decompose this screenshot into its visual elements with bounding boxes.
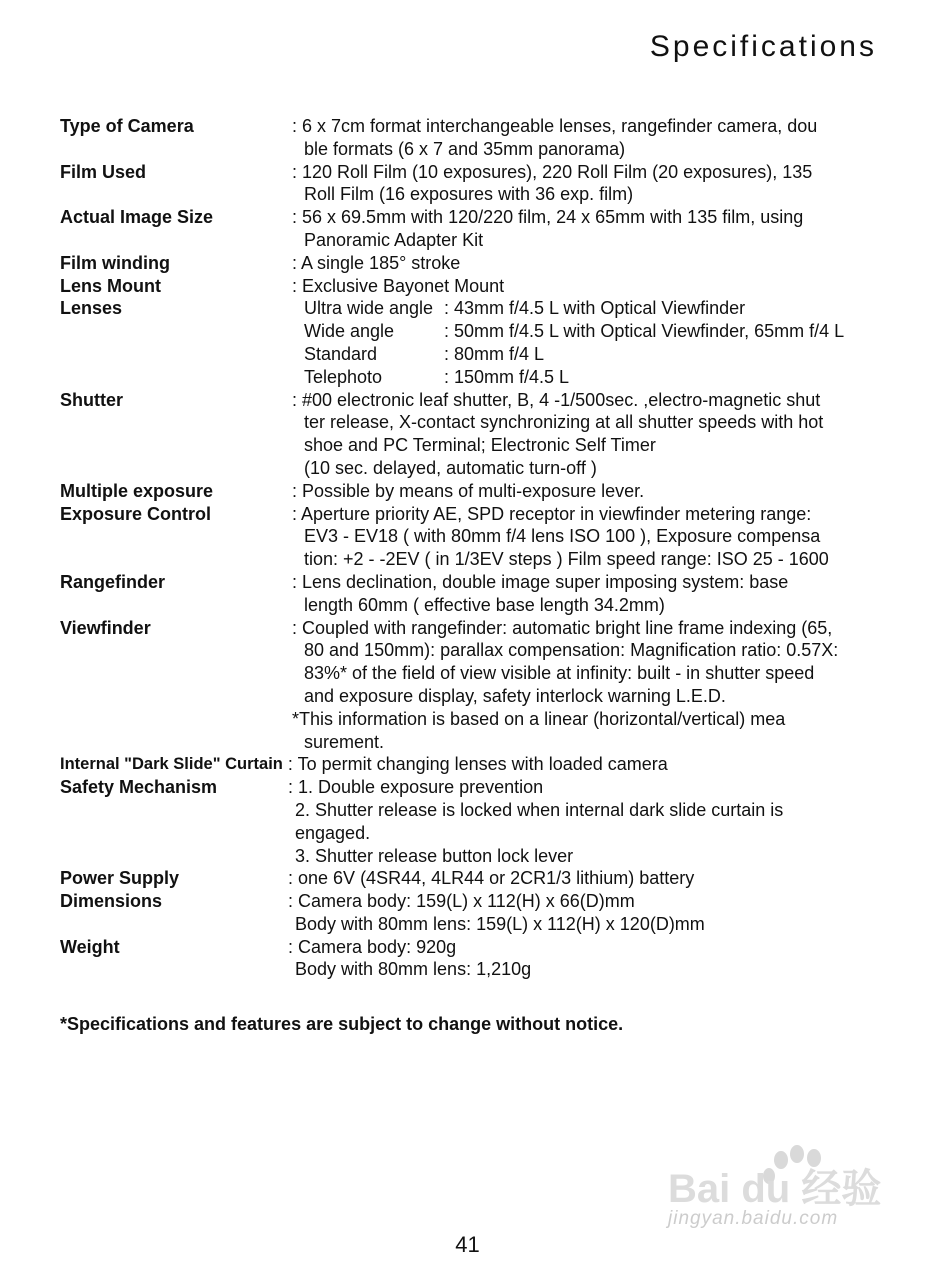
- spec-label: Safety Mechanism: [60, 777, 218, 798]
- spec-value: engaged.: [295, 822, 371, 843]
- spec-label: Multiple exposure: [60, 480, 214, 501]
- spec-value: Roll Film (16 exposures with 36 exp. film): [304, 184, 634, 205]
- watermark-url: jingyan.baidu.com: [668, 1208, 839, 1229]
- spec-value: Camera body: 920g: [298, 936, 457, 957]
- spec-value: Exclusive Bayonet Mount: [302, 275, 505, 296]
- lens-desc: : 50mm f/4.5 L with Optical Viewfinder, 65mm f/4 L: [444, 321, 845, 342]
- spec-value: 83%* of the field of view visible at infinity: built - in shutter speed: [304, 663, 815, 684]
- spec-value: 80 and 150mm): parallax compensation: Magnification ratio: 0.57X:: [304, 640, 839, 661]
- spec-value: Coupled with rangefinder: automatic bright line frame indexing (65,: [302, 617, 833, 638]
- spec-value: 120 Roll Film (10 exposures), 220 Roll Film (20 exposures), 135: [302, 161, 813, 182]
- spec-label: Rangefinder: [60, 571, 166, 592]
- spec-dark-slide: Internal "Dark Slide" Curtain : To permit changing lenses with loaded camera: [60, 754, 668, 775]
- spec-label: Type of Camera: [60, 116, 194, 136]
- lens-desc: : 43mm f/4.5 L with Optical Viewfinder: [444, 298, 746, 319]
- lens-desc: : 150mm f/4.5 L: [444, 366, 570, 387]
- spec-label: Film Used: [60, 161, 147, 182]
- spec-lenses: [60, 297, 880, 388]
- lens-item: [292, 320, 880, 343]
- spec-label: Lenses: [60, 298, 123, 319]
- spec-value: 56 x 69.5mm with 120/220 film, 24 x 65mm with 135 film, using: [302, 207, 804, 228]
- spec-film-winding: Film winding : A single 185° stroke: [60, 252, 461, 273]
- lens-name: Ultra wide angle: [304, 298, 434, 319]
- spec-actual-image-size: Actual Image Size : 56 x 69.5mm with 120/220 film, 24 x 65mm with 135 film, using Panoramic Adapter Kit: [60, 206, 880, 252]
- spec-shutter: Shutter : #00 electronic leaf shutter, B, 4 -1/500sec. ,electro-magnetic shut ter release, X-contact synchronizing at all shutter speeds with hot shoe and PC Terminal; Electronic Self Timer (10 sec. delayed, automatic turn-off ): [60, 389, 880, 480]
- spec-value: EV3 - EV18 ( with 80mm f/4 lens ISO 100 ), Exposure compensa: [304, 526, 821, 547]
- spec-value: Body with 80mm lens: 1,210g: [295, 959, 532, 980]
- spec-list: [60, 115, 880, 981]
- spec-weight: Weight : Camera body: 920g Body with 80mm lens: 1,210g: [60, 936, 880, 982]
- lens-item: [292, 343, 880, 366]
- watermark-logo-text: Bai du 经验: [668, 1167, 882, 1211]
- spec-label: Lens Mount: [60, 275, 161, 296]
- spec-label: Shutter: [60, 389, 123, 410]
- spec-viewfinder: Viewfinder : Coupled with rangefinder: automatic bright line frame indexing (65, 80 and 150mm): parallax compensation: Magnification ratio: 0.57X: 83%* of the field of view visible at infinity: built - in shutter speed and exposure display, safety interlock warning L.E.D. *This information is based on a linear (horizontal/vertical) mea surement.: [60, 617, 880, 754]
- page-title: Specifications: [649, 30, 877, 63]
- spec-footnote: *This information is based on a linear (horizontal/vertical) mea: [292, 708, 786, 729]
- spec-value: length 60mm ( effective base length 34.2mm): [304, 594, 665, 615]
- spec-rangefinder: Rangefinder : Lens declination, double image super imposing system: base length 60mm ( effective base length 34.2mm): [60, 571, 880, 617]
- spec-label: Viewfinder: [60, 617, 151, 638]
- lens-name: Wide angle: [304, 321, 395, 342]
- spec-multiple-exposure: Multiple exposure : Possible by means of multi-exposure lever.: [60, 480, 645, 501]
- spec-value: and exposure display, safety interlock warning L.E.D.: [304, 685, 726, 706]
- spec-footnote: surement.: [304, 731, 385, 752]
- spec-label: Exposure Control: [60, 503, 212, 524]
- spec-label: Weight: [60, 936, 120, 957]
- spec-label: Film winding: [60, 252, 170, 273]
- spec-value: one 6V (4SR44, 4LR44 or 2CR1/3 lithium) battery: [298, 868, 695, 889]
- lens-item: [292, 366, 880, 389]
- spec-lens-mount: Lens Mount : Exclusive Bayonet Mount: [60, 275, 505, 296]
- spec-value: tion: +2 - -2EV ( in 1/3EV steps ) Film speed range: ISO 25 - 1600: [304, 549, 829, 570]
- spec-label: Actual Image Size: [60, 207, 214, 228]
- spec-dimensions: Dimensions : Camera body: 159(L) x 112(H) x 66(D)mm Body with 80mm lens: 159(L) x 112(H) x 120(D)mm: [60, 890, 880, 936]
- spec-value: ble formats (6 x 7 and 35mm panorama): [304, 138, 626, 159]
- spec-value: Possible by means of multi-exposure lever.: [302, 480, 645, 501]
- lens-name: Telephoto: [304, 366, 383, 387]
- page-number: 41: [455, 1232, 480, 1257]
- spec-value: Aperture priority AE, SPD receptor in viewfinder metering range:: [301, 503, 812, 524]
- lens-item: [292, 297, 880, 320]
- spec-value: 6 x 7cm format interchangeable lenses, rangefinder camera, dou: [302, 116, 818, 136]
- spec-value: Camera body: 159(L) x 112(H) x 66(D)mm: [298, 891, 635, 912]
- spec-value: ter release, X-contact synchronizing at all shutter speeds with hot: [304, 412, 824, 433]
- spec-film-used: Film Used : 120 Roll Film (10 exposures), 220 Roll Film (20 exposures), 135 Roll Film (16 exposures with 36 exp. film): [60, 161, 880, 207]
- spec-label: Power Supply: [60, 868, 180, 889]
- spec-label: Internal "Dark Slide" Curtain: [60, 755, 283, 774]
- spec-value: Body with 80mm lens: 159(L) x 112(H) x 120(D)mm: [295, 913, 705, 934]
- spec-value: shoe and PC Terminal; Electronic Self Timer: [304, 435, 656, 456]
- spec-safety-mechanism: Safety Mechanism : 1. Double exposure prevention 2. Shutter release is locked when internal dark slide curtain is engaged. 3. Shutter release button lock lever: [60, 776, 880, 867]
- spec-type-of-camera: Type of Camera : 6 x 7cm format interchangeable lenses, rangefinder camera, dou ble formats (6 x 7 and 35mm panorama): [60, 115, 880, 161]
- lens-desc: : 80mm f/4 L: [444, 343, 545, 364]
- disclaimer: *Specifications and features are subject to change without notice.: [60, 1014, 624, 1034]
- spec-value: Lens declination, double image super imposing system: base: [302, 571, 789, 592]
- spec-value: (10 sec. delayed, automatic turn-off ): [304, 457, 597, 478]
- spec-power-supply: Power Supply : one 6V (4SR44, 4LR44 or 2CR1/3 lithium) battery: [60, 868, 695, 889]
- spec-value: To permit changing lenses with loaded camera: [297, 754, 668, 775]
- spec-value: #00 electronic leaf shutter, B, 4 -1/500sec. ,electro-magnetic shut: [302, 389, 821, 410]
- spec-value: A single 185° stroke: [301, 252, 461, 273]
- spec-exposure-control: Exposure Control : Aperture priority AE, SPD receptor in viewfinder metering range: EV3 - EV18 ( with 80mm f/4 lens ISO 100 ), Exposure compensa tion: +2 - -2EV ( in 1/3EV steps ) Film speed range: ISO 25 - 1600: [60, 503, 880, 571]
- spec-value: Panoramic Adapter Kit: [304, 229, 484, 250]
- spec-value: 2. Shutter release is locked when internal dark slide curtain is: [295, 799, 784, 820]
- lens-name: Standard: [304, 343, 378, 364]
- spec-label: Dimensions: [60, 891, 163, 912]
- spec-value: 3. Shutter release button lock lever: [295, 845, 574, 866]
- spec-value: 1. Double exposure prevention: [298, 777, 544, 798]
